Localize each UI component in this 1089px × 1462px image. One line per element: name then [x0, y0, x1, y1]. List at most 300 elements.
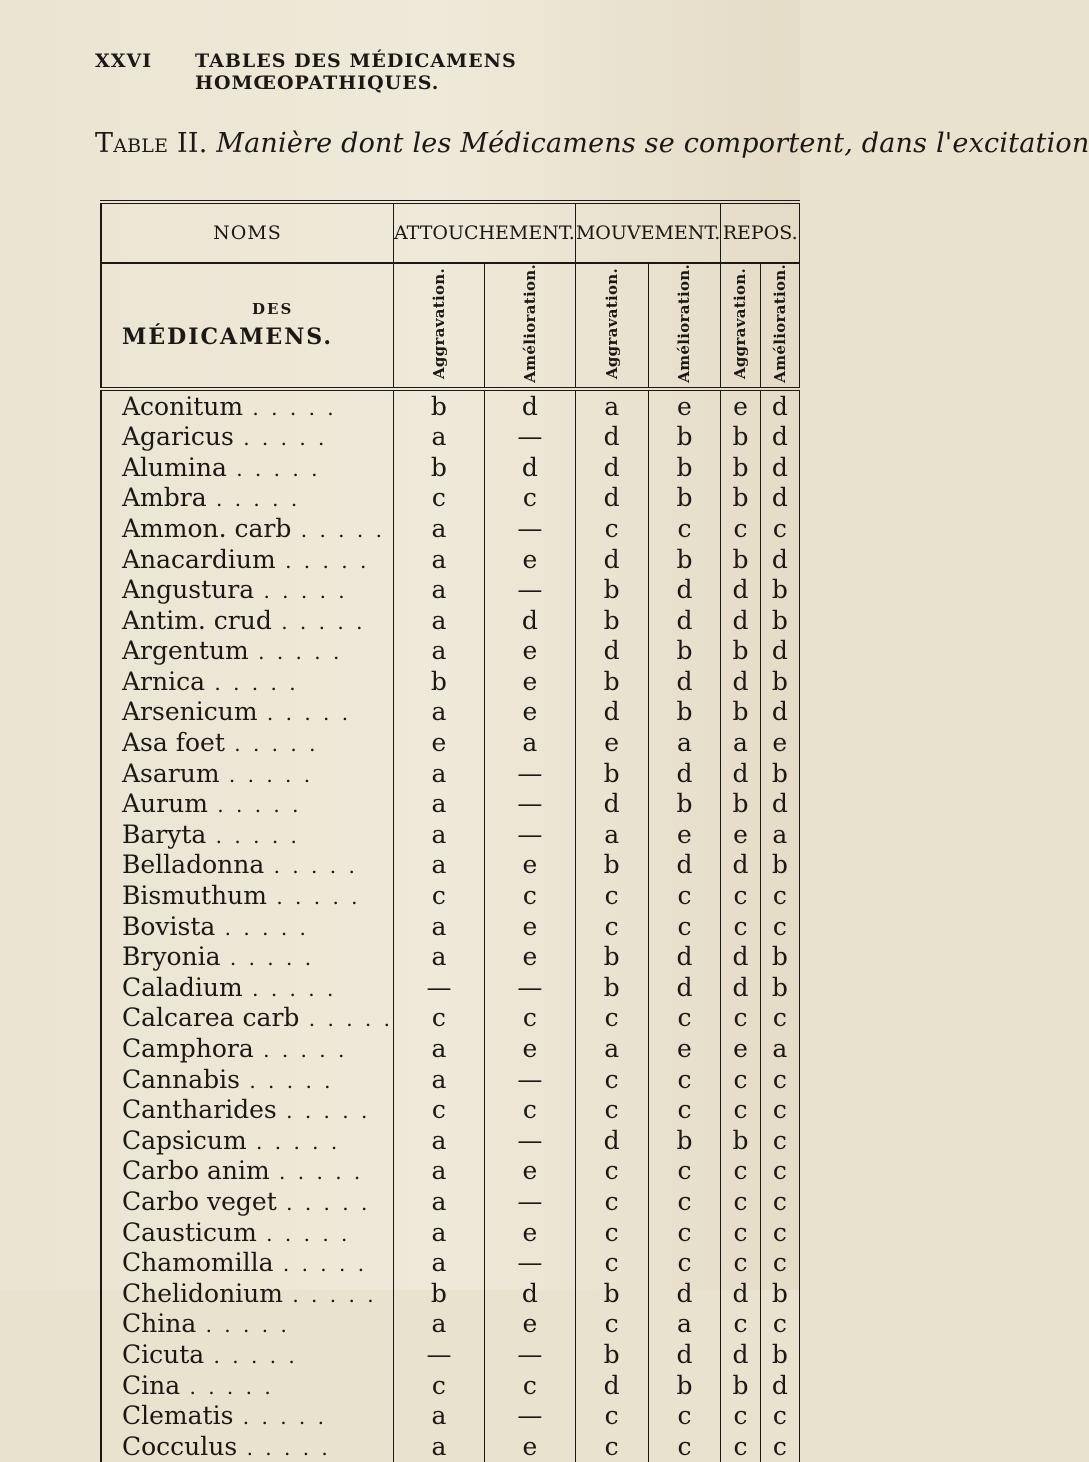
grade-cell: b: [760, 1278, 799, 1309]
medicament-name: [101, 880, 393, 911]
leader-dots: . . . . .: [276, 1190, 371, 1215]
grade-cell: c: [721, 1064, 760, 1095]
medicament-name: [101, 1278, 393, 1309]
grade-cell: b: [648, 421, 721, 452]
grade-cell: e: [721, 1033, 760, 1064]
grade-cell: c: [760, 1247, 799, 1278]
grade-cell: d: [484, 452, 575, 483]
grade-cell: b: [760, 605, 799, 636]
grade-cell: c: [721, 911, 760, 942]
grade-cell: e: [721, 389, 760, 422]
leader-dots: . . . . .: [282, 1282, 377, 1307]
grade-cell: d: [760, 636, 799, 667]
grade-cell: a: [393, 697, 484, 728]
grade-cell: c: [721, 880, 760, 911]
medicament-name-text: Cannabis: [122, 1064, 240, 1094]
medicament-name: [101, 666, 393, 697]
grade-cell: d: [760, 452, 799, 483]
grade-cell: a: [393, 421, 484, 452]
grade-cell: c: [721, 1431, 760, 1462]
grade-cell: —: [484, 1125, 575, 1156]
table-row: [101, 1278, 800, 1309]
grade-cell: c: [648, 1156, 721, 1187]
grade-cell: c: [721, 513, 760, 544]
table-row: [101, 421, 800, 452]
grade-cell: a: [393, 1186, 484, 1217]
grade-cell: c: [648, 513, 721, 544]
names-medicamens: MÉDICAMENS.: [122, 324, 334, 351]
grade-cell: b: [648, 452, 721, 483]
medicament-name: [101, 1370, 393, 1401]
medicament-name-text: Ambra: [122, 483, 207, 513]
grade-cell: c: [575, 1217, 648, 1248]
table-row: [101, 544, 800, 575]
grade-cell: —: [484, 1400, 575, 1431]
grade-cell: a: [575, 819, 648, 850]
leader-dots: . . . . .: [204, 1343, 298, 1368]
grade-cell: b: [575, 941, 648, 972]
leader-dots: . . . . .: [299, 1007, 393, 1032]
grade-cell: a: [575, 389, 648, 422]
grade-cell: c: [484, 1094, 575, 1125]
leader-dots: . . . . .: [215, 915, 309, 940]
grade-cell: c: [648, 1064, 721, 1095]
medicament-name: [101, 788, 393, 819]
grade-cell: c: [648, 1003, 721, 1034]
grade-cell: —: [484, 421, 575, 452]
table-caption: [95, 128, 1089, 159]
leader-dots: . . . . .: [233, 1405, 327, 1430]
grade-cell: —: [484, 1186, 575, 1217]
medicament-name-text: Argentum: [122, 636, 249, 666]
grade-cell: a: [393, 513, 484, 544]
grade-cell: a: [393, 544, 484, 575]
medicament-name-text: Carbo veget: [122, 1186, 277, 1216]
subheader-aggravation: Aggravation.: [393, 263, 484, 389]
grade-cell: d: [575, 1125, 648, 1156]
grade-cell: d: [648, 758, 721, 789]
grade-cell: a: [393, 1064, 484, 1095]
grade-cell: c: [760, 1003, 799, 1034]
medicament-name-text: Angustura: [122, 575, 255, 605]
grade-cell: —: [484, 1247, 575, 1278]
grade-cell: c: [760, 1217, 799, 1248]
medicament-name: [101, 1217, 393, 1248]
grade-cell: c: [393, 483, 484, 514]
medicament-name: [101, 727, 393, 758]
grade-cell: d: [575, 788, 648, 819]
grade-cell: b: [648, 544, 721, 575]
grade-cell: a: [484, 727, 575, 758]
grade-cell: b: [648, 697, 721, 728]
grade-cell: e: [393, 727, 484, 758]
grade-cell: d: [648, 605, 721, 636]
grade-cell: d: [648, 1339, 721, 1370]
medicament-name: [101, 544, 393, 575]
medicament-name-text: Chamomilla: [122, 1248, 274, 1278]
grade-cell: b: [721, 697, 760, 728]
names-des: DES: [252, 300, 294, 319]
grade-cell: b: [575, 666, 648, 697]
leader-dots: . . . . .: [243, 395, 337, 420]
grade-cell: c: [484, 1003, 575, 1034]
grade-cell: b: [648, 483, 721, 514]
grade-cell: c: [760, 1309, 799, 1340]
grade-cell: c: [393, 1003, 484, 1034]
grade-cell: c: [648, 1247, 721, 1278]
subheader-amelioration: Amélioration.: [760, 263, 799, 389]
medicament-name-text: Capsicum: [122, 1125, 247, 1155]
grade-cell: b: [760, 666, 799, 697]
grade-cell: a: [760, 1033, 799, 1064]
grade-cell: c: [575, 1186, 648, 1217]
grade-cell: b: [721, 788, 760, 819]
leader-dots: . . . . .: [256, 1221, 351, 1246]
medicament-name: [101, 605, 393, 636]
medicament-name: [101, 819, 393, 850]
grade-cell: e: [484, 1309, 575, 1340]
table-row: [101, 911, 800, 942]
medicament-name: [101, 1156, 393, 1187]
leader-dots: . . . . .: [219, 762, 314, 787]
grade-cell: a: [393, 819, 484, 850]
grade-cell: c: [484, 880, 575, 911]
grade-cell: d: [760, 1370, 799, 1401]
medicament-name-text: Antim. crud: [122, 605, 272, 635]
grade-cell: c: [484, 1370, 575, 1401]
names-header: NOMS: [101, 202, 393, 263]
table-row: [101, 1217, 800, 1248]
grade-cell: b: [575, 1278, 648, 1309]
grade-cell: e: [484, 911, 575, 942]
medicament-name-text: Ammon. carb: [122, 513, 292, 543]
medicament-name-text: Arsenicum: [122, 697, 258, 727]
page-number: XXVI: [95, 50, 153, 72]
medicament-name: [101, 421, 393, 452]
medicament-name: [101, 697, 393, 728]
medicament-name-text: Camphora: [122, 1034, 254, 1064]
grade-cell: d: [760, 697, 799, 728]
table-row: [101, 727, 800, 758]
grade-cell: —: [484, 513, 575, 544]
grade-cell: b: [648, 788, 721, 819]
leader-dots: . . . . .: [248, 640, 343, 665]
grade-cell: d: [575, 544, 648, 575]
grade-cell: b: [575, 972, 648, 1003]
leader-dots: . . . . .: [196, 1313, 290, 1338]
medicament-name: [101, 1064, 393, 1095]
grade-cell: —: [393, 1339, 484, 1370]
subheader-aggravation: Aggravation.: [721, 263, 760, 389]
grade-cell: c: [760, 513, 799, 544]
table-body: [101, 389, 800, 1462]
medicament-name-text: Aurum: [122, 789, 208, 819]
table-row: [101, 1186, 800, 1217]
table-row: [101, 941, 800, 972]
grade-cell: —: [484, 574, 575, 605]
grade-cell: a: [648, 1309, 721, 1340]
grade-cell: c: [760, 880, 799, 911]
grade-cell: b: [721, 452, 760, 483]
grade-cell: d: [484, 1278, 575, 1309]
medicament-name-text: Calcarea carb: [122, 1003, 300, 1033]
table-row: [101, 697, 800, 728]
grade-cell: a: [393, 574, 484, 605]
grade-cell: a: [721, 727, 760, 758]
grade-cell: e: [484, 941, 575, 972]
grade-cell: b: [760, 941, 799, 972]
medicament-name: [101, 1094, 393, 1125]
grade-cell: a: [648, 727, 721, 758]
grade-cell: d: [648, 574, 721, 605]
grade-cell: d: [721, 1339, 760, 1370]
medicament-name: [101, 972, 393, 1003]
grade-cell: d: [760, 483, 799, 514]
grade-cell: e: [484, 1033, 575, 1064]
medicament-name-text: Baryta: [122, 819, 207, 849]
grade-cell: d: [721, 972, 760, 1003]
table-row: [101, 1247, 800, 1278]
grade-cell: c: [721, 1003, 760, 1034]
table-row: [101, 1431, 800, 1462]
medicament-name-text: Bovista: [122, 911, 216, 941]
grade-cell: a: [393, 1309, 484, 1340]
grade-cell: e: [484, 666, 575, 697]
leader-dots: . . . . .: [257, 701, 352, 726]
grade-cell: c: [575, 1094, 648, 1125]
grade-cell: c: [575, 1064, 648, 1095]
grade-cell: c: [760, 1400, 799, 1431]
table-row: [101, 1156, 800, 1187]
grade-cell: b: [648, 1370, 721, 1401]
medicament-name-text: Carbo anim: [122, 1156, 270, 1186]
leader-dots: . . . . .: [206, 823, 300, 848]
grade-cell: a: [393, 1033, 484, 1064]
grade-cell: a: [760, 819, 799, 850]
leader-dots: . . . . .: [246, 1129, 341, 1154]
table-row: [101, 513, 800, 544]
table-row: [101, 452, 800, 483]
grade-cell: d: [484, 605, 575, 636]
subheader-amelioration: Amélioration.: [648, 263, 721, 389]
leader-dots: . . . . .: [220, 946, 315, 971]
grade-cell: a: [393, 1431, 484, 1462]
medicament-name: [101, 452, 393, 483]
table-row: [101, 1400, 800, 1431]
grade-cell: c: [575, 880, 648, 911]
grade-cell: c: [575, 1309, 648, 1340]
table-row: [101, 666, 800, 697]
medicament-name: [101, 1125, 393, 1156]
grade-cell: b: [648, 1125, 721, 1156]
leader-dots: . . . . .: [242, 976, 337, 1001]
table-row: [101, 819, 800, 850]
medicament-name: [101, 1033, 393, 1064]
medicament-name-text: China: [122, 1309, 197, 1339]
grade-cell: d: [648, 972, 721, 1003]
table-row: [101, 850, 800, 881]
grade-cell: c: [760, 1064, 799, 1095]
table-row: [101, 1309, 800, 1340]
names-subheader: [101, 263, 393, 389]
grade-cell: b: [721, 421, 760, 452]
medicament-name-text: Alumina: [122, 452, 227, 482]
medicament-name: [101, 1186, 393, 1217]
grade-cell: d: [648, 850, 721, 881]
medicament-name-text: Cocculus: [122, 1431, 238, 1461]
grade-cell: b: [575, 605, 648, 636]
grade-cell: c: [648, 1217, 721, 1248]
grade-cell: c: [760, 1094, 799, 1125]
grade-cell: e: [484, 1156, 575, 1187]
grade-cell: c: [648, 1400, 721, 1431]
grade-cell: c: [721, 1400, 760, 1431]
table-row: [101, 636, 800, 667]
medicament-name: [101, 1247, 393, 1278]
grade-cell: —: [484, 758, 575, 789]
leader-dots: . . . . .: [291, 517, 385, 542]
leader-dots: . . . . .: [180, 1374, 274, 1399]
grade-cell: a: [393, 1247, 484, 1278]
grade-cell: —: [484, 788, 575, 819]
medicament-name: [101, 483, 393, 514]
grade-cell: c: [575, 1003, 648, 1034]
grade-cell: b: [760, 850, 799, 881]
leader-dots: . . . . .: [205, 670, 299, 695]
table-row: [101, 605, 800, 636]
running-header: [95, 50, 735, 94]
medicament-name-text: Anacardium: [122, 544, 276, 574]
grade-cell: d: [575, 452, 648, 483]
grade-cell: b: [721, 1370, 760, 1401]
grade-cell: b: [760, 972, 799, 1003]
grade-cell: d: [648, 941, 721, 972]
grade-cell: —: [484, 819, 575, 850]
grade-cell: b: [648, 636, 721, 667]
medicament-name-text: Cina: [122, 1370, 181, 1400]
medicament-name: [101, 1309, 393, 1340]
medicament-name: [101, 758, 393, 789]
medicament-name-text: Causticum: [122, 1217, 257, 1247]
medicament-name-text: Caladium: [122, 972, 243, 1002]
grade-cell: d: [648, 1278, 721, 1309]
grade-cell: e: [484, 697, 575, 728]
leader-dots: . . . . .: [266, 885, 361, 910]
grade-cell: c: [721, 1217, 760, 1248]
group-header-mouvement: MOUVEMENT.: [575, 202, 721, 263]
grade-cell: d: [484, 389, 575, 422]
grade-cell: b: [393, 452, 484, 483]
grade-cell: d: [721, 941, 760, 972]
grade-cell: d: [721, 605, 760, 636]
grade-cell: d: [648, 666, 721, 697]
grade-cell: c: [760, 1186, 799, 1217]
grade-cell: e: [484, 636, 575, 667]
medicament-name: [101, 636, 393, 667]
leader-dots: . . . . .: [276, 1099, 371, 1124]
grade-cell: d: [721, 850, 760, 881]
grade-cell: e: [648, 389, 721, 422]
grade-cell: c: [575, 1247, 648, 1278]
medicament-name-text: Agaricus: [122, 422, 234, 452]
grade-cell: c: [648, 880, 721, 911]
medicament-name: [101, 389, 393, 422]
leader-dots: . . . . .: [271, 609, 366, 634]
medicament-name: [101, 850, 393, 881]
grade-cell: a: [393, 788, 484, 819]
leader-dots: . . . . .: [275, 548, 370, 573]
grade-cell: b: [760, 574, 799, 605]
grade-cell: d: [760, 389, 799, 422]
medicament-name-text: Aconitum: [122, 391, 244, 421]
grade-cell: a: [393, 636, 484, 667]
table-row: [101, 880, 800, 911]
grade-cell: a: [575, 1033, 648, 1064]
grade-cell: e: [484, 544, 575, 575]
table-row: [101, 389, 800, 422]
grade-cell: c: [575, 513, 648, 544]
grade-cell: c: [575, 911, 648, 942]
medicament-name: [101, 1431, 393, 1462]
grade-cell: e: [648, 819, 721, 850]
leader-dots: . . . . .: [207, 793, 302, 818]
grade-cell: b: [575, 574, 648, 605]
subheader-aggravation: Aggravation.: [575, 263, 648, 389]
subheader-amelioration: Amélioration.: [484, 263, 575, 389]
medicament-name: [101, 1339, 393, 1370]
leader-dots: . . . . .: [264, 854, 358, 879]
grade-cell: e: [484, 1217, 575, 1248]
grade-cell: e: [648, 1033, 721, 1064]
table-row: [101, 574, 800, 605]
medicament-name-text: Asa foet: [122, 728, 225, 758]
grade-cell: e: [760, 727, 799, 758]
grade-cell: d: [575, 1370, 648, 1401]
grade-cell: b: [575, 1339, 648, 1370]
grade-cell: d: [721, 1278, 760, 1309]
table-row: [101, 1003, 800, 1034]
grade-cell: —: [393, 972, 484, 1003]
leader-dots: . . . . .: [226, 456, 321, 481]
grade-cell: c: [760, 1431, 799, 1462]
grade-cell: d: [721, 666, 760, 697]
table-row: [101, 1125, 800, 1156]
grade-cell: e: [484, 850, 575, 881]
table-row: [101, 1064, 800, 1095]
grade-cell: c: [721, 1094, 760, 1125]
grade-cell: c: [760, 1125, 799, 1156]
leader-dots: . . . . .: [253, 1038, 348, 1063]
grade-cell: b: [721, 544, 760, 575]
grade-cell: c: [721, 1309, 760, 1340]
grade-cell: d: [575, 697, 648, 728]
grade-cell: c: [393, 1094, 484, 1125]
grade-cell: c: [575, 1431, 648, 1462]
leader-dots: . . . . .: [233, 426, 328, 451]
grade-cell: c: [760, 911, 799, 942]
medicament-name-text: Chelidonium: [122, 1278, 283, 1308]
grade-cell: c: [721, 1156, 760, 1187]
grade-cell: c: [575, 1400, 648, 1431]
table-row: [101, 483, 800, 514]
grade-cell: d: [575, 483, 648, 514]
grade-cell: c: [648, 1431, 721, 1462]
grade-cell: d: [760, 788, 799, 819]
grade-cell: a: [393, 758, 484, 789]
grade-cell: d: [760, 544, 799, 575]
grade-cell: e: [575, 727, 648, 758]
table-row: [101, 1033, 800, 1064]
